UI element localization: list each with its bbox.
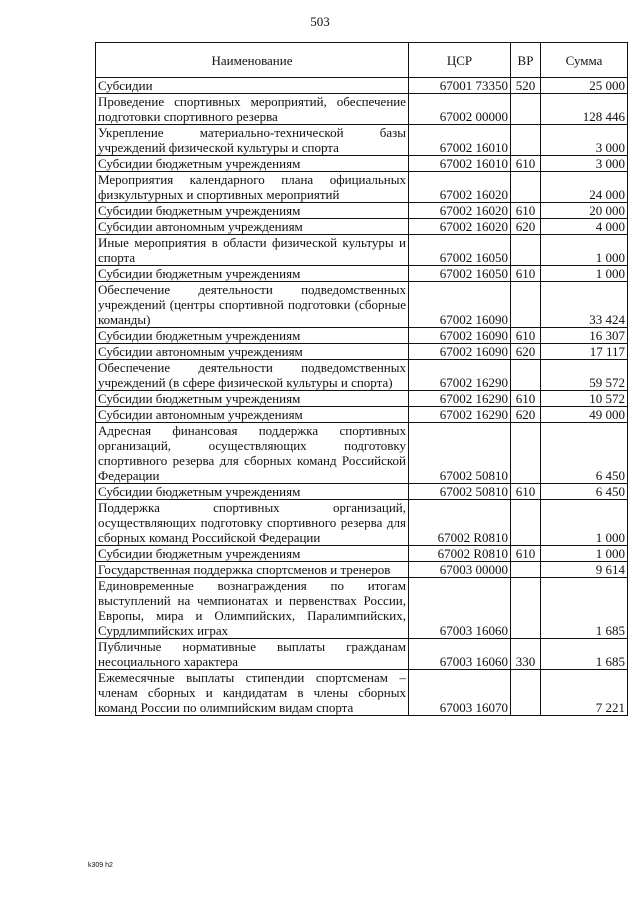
cell-name: Субсидии бюджетным учреждениям bbox=[96, 391, 409, 407]
cell-csr: 67002 16290 bbox=[409, 360, 511, 391]
table-row bbox=[96, 639, 628, 670]
cell-name: Субсидии бюджетным учреждениям bbox=[96, 156, 409, 172]
cell-csr: 67002 16290 bbox=[409, 407, 511, 423]
cell-sum: 59 572 bbox=[541, 360, 628, 391]
cell-name: Единовременные вознаграждения по итогам выступлений на чемпионатах и первенствах России, Европы, мира и Олимпийских, Паралимпийских, Сурдлимпийских играх bbox=[96, 578, 409, 639]
cell-csr: 67003 16060 bbox=[409, 578, 511, 639]
cell-vr: 520 bbox=[511, 78, 541, 94]
cell-csr: 67002 16290 bbox=[409, 391, 511, 407]
table-row bbox=[96, 360, 628, 391]
cell-vr bbox=[511, 172, 541, 203]
table-body bbox=[96, 78, 628, 716]
cell-sum: 9 614 bbox=[541, 562, 628, 578]
cell-name: Обеспечение деятельности подведомственных учреждений (центры спортивной подготовки (сборные команды) bbox=[96, 282, 409, 328]
cell-sum: 24 000 bbox=[541, 172, 628, 203]
cell-sum: 1 000 bbox=[541, 546, 628, 562]
column-header-name: Наименование bbox=[96, 43, 409, 78]
cell-vr: 330 bbox=[511, 639, 541, 670]
cell-vr: 610 bbox=[511, 203, 541, 219]
cell-vr: 610 bbox=[511, 328, 541, 344]
cell-vr bbox=[511, 94, 541, 125]
cell-name: Субсидии бюджетным учреждениям bbox=[96, 484, 409, 500]
cell-csr: 67002 R0810 bbox=[409, 500, 511, 546]
cell-vr bbox=[511, 235, 541, 266]
cell-csr: 67002 16050 bbox=[409, 266, 511, 282]
cell-vr: 610 bbox=[511, 484, 541, 500]
cell-sum: 7 221 bbox=[541, 670, 628, 716]
cell-sum: 128 446 bbox=[541, 94, 628, 125]
cell-csr: 67002 16010 bbox=[409, 125, 511, 156]
cell-sum: 6 450 bbox=[541, 484, 628, 500]
cell-vr bbox=[511, 670, 541, 716]
cell-sum: 17 117 bbox=[541, 344, 628, 360]
budget-table bbox=[95, 42, 628, 716]
cell-csr: 67002 50810 bbox=[409, 484, 511, 500]
cell-csr: 67002 R0810 bbox=[409, 546, 511, 562]
cell-vr: 620 bbox=[511, 407, 541, 423]
table-row bbox=[96, 546, 628, 562]
cell-name: Субсидии бюджетным учреждениям bbox=[96, 266, 409, 282]
cell-name: Субсидии автономным учреждениям bbox=[96, 219, 409, 235]
table-row bbox=[96, 172, 628, 203]
table-row bbox=[96, 203, 628, 219]
cell-name: Субсидии бюджетным учреждениям bbox=[96, 328, 409, 344]
cell-name: Поддержка спортивных организаций, осуществляющих подготовку спортивного резерва для сборных команд Российской Федерации bbox=[96, 500, 409, 546]
cell-name: Ежемесячные выплаты стипендии спортсменам – членам сборных и кандидатам в члены сборных команд России по олимпийским видам спорта bbox=[96, 670, 409, 716]
column-header-vr: ВР bbox=[511, 43, 541, 78]
footer-code: k309 h2 bbox=[88, 862, 113, 869]
column-header-sum: Сумма bbox=[541, 43, 628, 78]
cell-vr: 620 bbox=[511, 344, 541, 360]
table-row bbox=[96, 78, 628, 94]
cell-name: Субсидии автономным учреждениям bbox=[96, 344, 409, 360]
cell-sum: 3 000 bbox=[541, 125, 628, 156]
cell-vr: 620 bbox=[511, 219, 541, 235]
cell-name: Иные мероприятия в области физической культуры и спорта bbox=[96, 235, 409, 266]
table-row bbox=[96, 423, 628, 484]
cell-sum: 1 685 bbox=[541, 639, 628, 670]
table-header-row bbox=[96, 43, 628, 78]
table-row bbox=[96, 578, 628, 639]
column-header-csr: ЦСР bbox=[409, 43, 511, 78]
cell-csr: 67001 73350 bbox=[409, 78, 511, 94]
cell-csr: 67002 16020 bbox=[409, 219, 511, 235]
table-row bbox=[96, 125, 628, 156]
cell-name: Обеспечение деятельности подведомственных учреждений (в сфере физической культуры и спорта) bbox=[96, 360, 409, 391]
cell-name: Государственная поддержка спортсменов и тренеров bbox=[96, 562, 409, 578]
cell-sum: 1 000 bbox=[541, 266, 628, 282]
cell-csr: 67002 16010 bbox=[409, 156, 511, 172]
page-number: 503 bbox=[310, 14, 330, 29]
cell-sum: 1 685 bbox=[541, 578, 628, 639]
cell-vr bbox=[511, 500, 541, 546]
table-row bbox=[96, 219, 628, 235]
cell-sum: 1 000 bbox=[541, 500, 628, 546]
cell-csr: 67003 16060 bbox=[409, 639, 511, 670]
table-row bbox=[96, 500, 628, 546]
cell-csr: 67002 16090 bbox=[409, 282, 511, 328]
cell-name: Мероприятия календарного плана официальных физкультурных и спортивных мероприятий bbox=[96, 172, 409, 203]
cell-sum: 1 000 bbox=[541, 235, 628, 266]
table-row bbox=[96, 562, 628, 578]
table-row bbox=[96, 282, 628, 328]
cell-sum: 10 572 bbox=[541, 391, 628, 407]
table-row bbox=[96, 156, 628, 172]
cell-vr bbox=[511, 423, 541, 484]
cell-name: Проведение спортивных мероприятий, обеспечение подготовки спортивного резерва bbox=[96, 94, 409, 125]
table-row bbox=[96, 94, 628, 125]
cell-vr: 610 bbox=[511, 391, 541, 407]
table-row bbox=[96, 391, 628, 407]
cell-sum: 20 000 bbox=[541, 203, 628, 219]
table-row bbox=[96, 266, 628, 282]
table-row bbox=[96, 344, 628, 360]
cell-name: Субсидии бюджетным учреждениям bbox=[96, 203, 409, 219]
cell-name: Субсидии bbox=[96, 78, 409, 94]
cell-sum: 3 000 bbox=[541, 156, 628, 172]
cell-vr bbox=[511, 125, 541, 156]
table-row bbox=[96, 235, 628, 266]
cell-csr: 67002 16090 bbox=[409, 344, 511, 360]
cell-csr: 67002 16090 bbox=[409, 328, 511, 344]
cell-csr: 67002 00000 bbox=[409, 94, 511, 125]
cell-name: Адресная финансовая поддержка спортивных организаций, осуществляющих подготовку спортивного резерва для сборных команд Российской Федерации bbox=[96, 423, 409, 484]
cell-name: Публичные нормативные выплаты гражданам несоциального характера bbox=[96, 639, 409, 670]
cell-sum: 25 000 bbox=[541, 78, 628, 94]
cell-csr: 67003 16070 bbox=[409, 670, 511, 716]
cell-name: Субсидии автономным учреждениям bbox=[96, 407, 409, 423]
table-row bbox=[96, 670, 628, 716]
cell-vr: 610 bbox=[511, 156, 541, 172]
cell-vr: 610 bbox=[511, 546, 541, 562]
table-row bbox=[96, 407, 628, 423]
cell-sum: 4 000 bbox=[541, 219, 628, 235]
cell-sum: 16 307 bbox=[541, 328, 628, 344]
cell-csr: 67003 00000 bbox=[409, 562, 511, 578]
cell-vr bbox=[511, 360, 541, 391]
cell-name: Субсидии бюджетным учреждениям bbox=[96, 546, 409, 562]
cell-sum: 6 450 bbox=[541, 423, 628, 484]
table-row bbox=[96, 484, 628, 500]
cell-csr: 67002 16050 bbox=[409, 235, 511, 266]
cell-csr: 67002 50810 bbox=[409, 423, 511, 484]
cell-sum: 33 424 bbox=[541, 282, 628, 328]
table-row bbox=[96, 328, 628, 344]
cell-name: Укрепление материально-технической базы учреждений физической культуры и спорта bbox=[96, 125, 409, 156]
cell-sum: 49 000 bbox=[541, 407, 628, 423]
cell-vr bbox=[511, 282, 541, 328]
cell-vr bbox=[511, 562, 541, 578]
cell-vr bbox=[511, 578, 541, 639]
cell-vr: 610 bbox=[511, 266, 541, 282]
cell-csr: 67002 16020 bbox=[409, 203, 511, 219]
cell-csr: 67002 16020 bbox=[409, 172, 511, 203]
